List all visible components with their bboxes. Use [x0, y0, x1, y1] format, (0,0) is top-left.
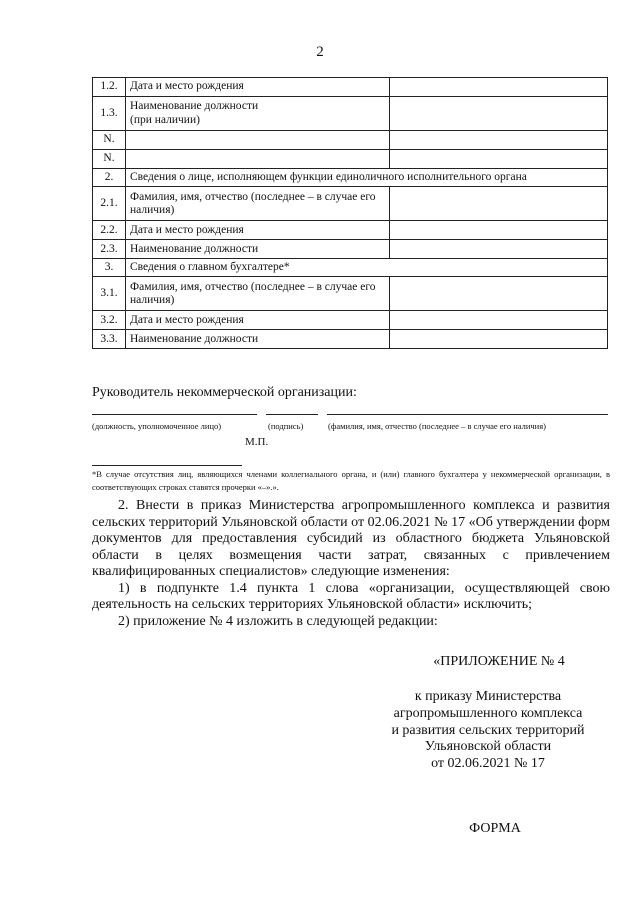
table-row — [93, 131, 608, 150]
paragraph-2: 2. Внести в приказ Министерства агропромышленного комплекса и развития сельских территорий Ульяновской области от 02.06.2021 № 17 «Об утверждении форм документов для предоставления субсидий из областного бюджета Ульяновской области в целях возмещения части затрат, связанных с привлечением квалифицированных специалистов» следующие изменения: — [92, 498, 610, 580]
footnote-rule — [92, 465, 242, 466]
row-number: N. — [93, 131, 126, 150]
row-value — [390, 277, 608, 311]
row-label — [126, 150, 390, 169]
stamp-mark: М.П. — [245, 436, 269, 448]
row-number: 2.1. — [93, 187, 126, 221]
table-row — [93, 221, 608, 240]
row-number: 3.1. — [93, 277, 126, 311]
row-label: Дата и место рождения — [126, 311, 390, 330]
signature-caption: (подпись) — [268, 421, 304, 431]
form-label: ФОРМА — [469, 821, 521, 836]
appendix-title: «ПРИЛОЖЕНИЕ № 4 — [433, 654, 565, 669]
appendix-line-1: к приказу Министерства — [414, 689, 562, 704]
table-row — [93, 169, 608, 187]
table-row — [93, 78, 608, 97]
signature-line — [266, 414, 318, 415]
table-row — [93, 259, 608, 277]
page-number: 2 — [316, 44, 324, 60]
name-line — [327, 414, 608, 415]
paragraph-2-2: 2) приложение № 4 изложить в следующей редакции: — [118, 613, 438, 629]
paragraph-2-1: 1) в подпункте 1.4 пункта 1 слова «организации, осуществляющей свою деятельность на сельских территориях Ульяновской области» исключить; — [92, 580, 610, 613]
row-label: Наименование должности — [126, 240, 390, 259]
row-label: Дата и место рождения — [126, 78, 390, 97]
row-number: 2.2. — [93, 221, 126, 240]
row-label: Сведения о лице, исполняющем функции единоличного исполнительного органа — [126, 169, 608, 187]
row-number: 2.3. — [93, 240, 126, 259]
row-number: 2. — [93, 169, 126, 187]
row-value — [390, 240, 608, 259]
row-label: Фамилия, имя, отчество (последнее – в случае его наличия) — [126, 277, 390, 311]
row-label: Сведения о главном бухгалтере* — [126, 259, 608, 277]
row-label — [126, 131, 390, 150]
row-number: 3.2. — [93, 311, 126, 330]
appendix-line-5: от 02.06.2021 № 17 — [431, 756, 545, 772]
row-value — [390, 330, 608, 349]
appendix-line-4: Ульяновской области — [424, 739, 552, 755]
appendix-header — [370, 689, 606, 773]
position-line — [92, 414, 257, 415]
head-label: Руководитель некоммерческой организации: — [92, 385, 357, 400]
row-value — [390, 187, 608, 221]
footnote: *В случае отсутствия лиц, являющихся членами коллегиального органа, и (или) главного бухгалтера у некоммерческой организации, в соответствующих строках ставятся прочерки «–».». — [92, 469, 610, 493]
table-row — [93, 187, 608, 221]
table-row — [93, 97, 608, 131]
row-value — [390, 78, 608, 97]
name-caption: (фамилия, имя, отчество (последнее – в случае его наличия) — [328, 421, 546, 431]
row-value — [390, 131, 608, 150]
table-row — [93, 277, 608, 311]
table-row — [93, 330, 608, 349]
position-caption: (должность, уполномоченное лицо) — [92, 421, 222, 431]
row-value — [390, 311, 608, 330]
row-number: 1.2. — [93, 78, 126, 97]
info-table — [92, 77, 608, 349]
appendix-line-3: и развития сельских территорий — [391, 722, 585, 738]
row-label: Дата и место рождения — [126, 221, 390, 240]
table-row — [93, 311, 608, 330]
row-label: Наименование должности (при наличии) — [126, 97, 390, 131]
row-value — [390, 97, 608, 131]
appendix-line-2: агропромышленного комплекса — [393, 705, 583, 721]
row-value — [390, 150, 608, 169]
amendment-text — [92, 498, 610, 630]
table-row — [93, 240, 608, 259]
row-label: Наименование должности — [126, 330, 390, 349]
table-row — [93, 150, 608, 169]
row-value — [390, 221, 608, 240]
row-number: N. — [93, 150, 126, 169]
row-label: Фамилия, имя, отчество (последнее – в случае его наличия) — [126, 187, 390, 221]
row-number: 3.3. — [93, 330, 126, 349]
row-number: 3. — [93, 259, 126, 277]
row-number: 1.3. — [93, 97, 126, 131]
